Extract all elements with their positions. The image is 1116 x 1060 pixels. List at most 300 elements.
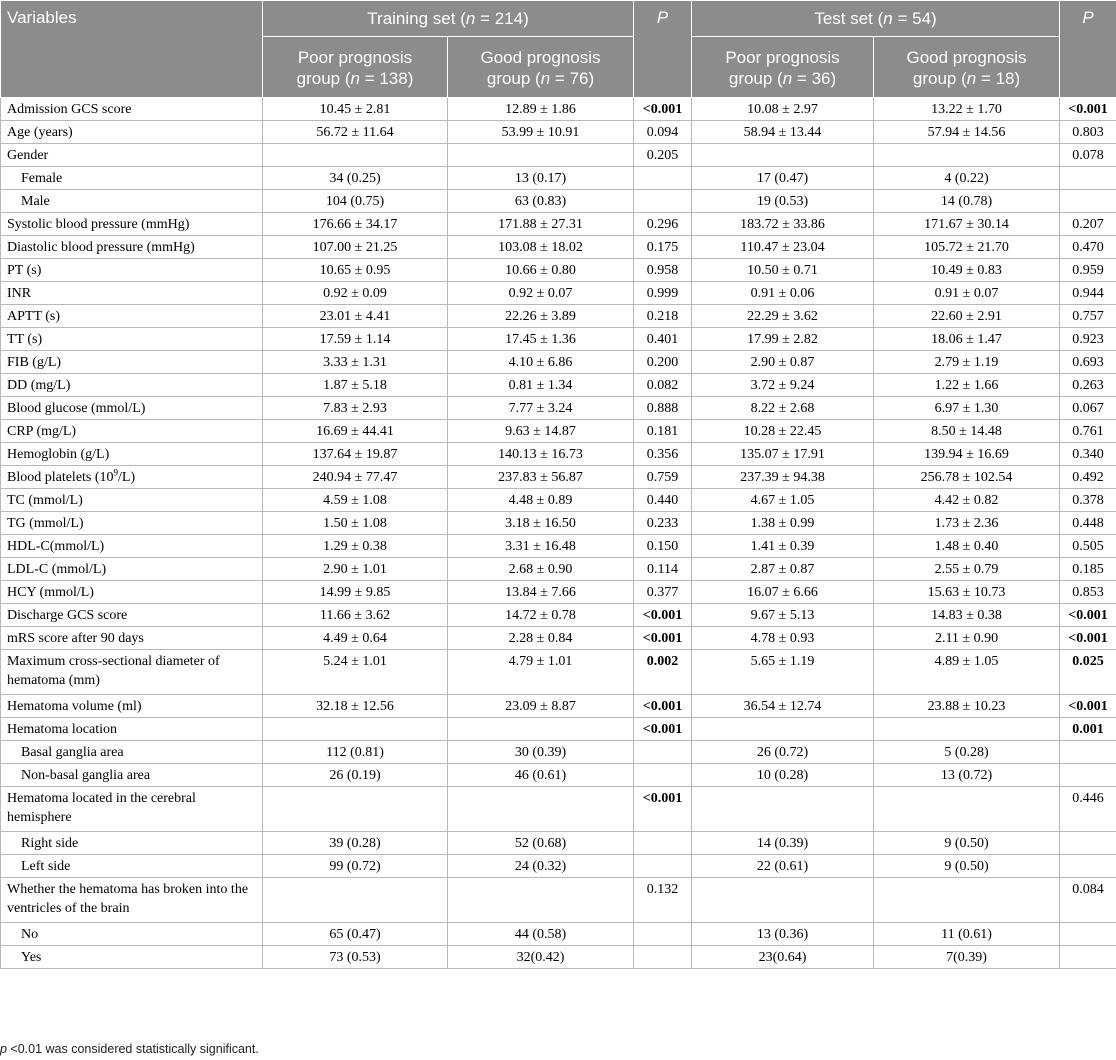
train-p-value: <0.001 bbox=[634, 604, 692, 627]
row-variable: Discharge GCS score bbox=[1, 604, 263, 627]
table-row bbox=[1, 946, 1116, 969]
test-poor-value: 16.07 ± 6.66 bbox=[692, 581, 874, 604]
table-row bbox=[1, 695, 1116, 718]
train-poor-value bbox=[263, 878, 448, 923]
train-poor-value: 137.64 ± 19.87 bbox=[263, 443, 448, 466]
test-p-value bbox=[1060, 946, 1116, 969]
train-poor-value: 56.72 ± 11.64 bbox=[263, 121, 448, 144]
train-good-line2a: group ( bbox=[486, 69, 541, 88]
train-p-value: 0.205 bbox=[634, 144, 692, 167]
test-good-value: 1.22 ± 1.66 bbox=[874, 374, 1060, 397]
train-good-value: 4.48 ± 0.89 bbox=[448, 489, 634, 512]
test-poor-value: 14 (0.39) bbox=[692, 832, 874, 855]
row-variable: Diastolic blood pressure (mmHg) bbox=[1, 236, 263, 259]
row-variable: Admission GCS score bbox=[1, 98, 263, 121]
test-poor-value bbox=[692, 787, 874, 832]
footnote-text: <0.01 was considered statistically significant. bbox=[6, 1042, 259, 1056]
test-good-value: 2.11 ± 0.90 bbox=[874, 627, 1060, 650]
train-poor-value: 11.66 ± 3.62 bbox=[263, 604, 448, 627]
test-p-value: 0.067 bbox=[1060, 397, 1116, 420]
table-row bbox=[1, 397, 1116, 420]
train-poor-value: 107.00 ± 21.25 bbox=[263, 236, 448, 259]
test-poor-value: 58.94 ± 13.44 bbox=[692, 121, 874, 144]
row-variable: Hematoma volume (ml) bbox=[1, 695, 263, 718]
test-good-value: 18.06 ± 1.47 bbox=[874, 328, 1060, 351]
train-poor-value: 32.18 ± 12.56 bbox=[263, 695, 448, 718]
table-body bbox=[1, 98, 1116, 969]
platelets-unit: /L) bbox=[118, 469, 136, 485]
train-good-value: 2.68 ± 0.90 bbox=[448, 558, 634, 581]
table-row bbox=[1, 718, 1116, 741]
train-good-value: 52 (0.68) bbox=[448, 832, 634, 855]
train-p-value bbox=[634, 167, 692, 190]
test-p-value: 0.207 bbox=[1060, 213, 1116, 236]
test-good-value: 13 (0.72) bbox=[874, 764, 1060, 787]
train-good-value bbox=[448, 144, 634, 167]
test-p-value bbox=[1060, 764, 1116, 787]
test-p-value: 0.340 bbox=[1060, 443, 1116, 466]
test-p-value: 0.446 bbox=[1060, 787, 1116, 832]
table-row bbox=[1, 558, 1116, 581]
test-poor-value: 22.29 ± 3.62 bbox=[692, 305, 874, 328]
table-header bbox=[1, 1, 1116, 98]
table-row bbox=[1, 305, 1116, 328]
row-variable: Right side bbox=[1, 832, 263, 855]
train-good-value: 44 (0.58) bbox=[448, 923, 634, 946]
train-poor-value: 99 (0.72) bbox=[263, 855, 448, 878]
train-poor-value: 240.94 ± 77.47 bbox=[263, 466, 448, 489]
row-variable: DD (mg/L) bbox=[1, 374, 263, 397]
test-good-value: 9 (0.50) bbox=[874, 855, 1060, 878]
train-good-value: 63 (0.83) bbox=[448, 190, 634, 213]
train-good-value: 7.77 ± 3.24 bbox=[448, 397, 634, 420]
test-p-value: 0.263 bbox=[1060, 374, 1116, 397]
test-good-value bbox=[874, 878, 1060, 923]
row-variable: HDL-C(mmol/L) bbox=[1, 535, 263, 558]
test-good-value: 9 (0.50) bbox=[874, 832, 1060, 855]
test-poor-value: 10.28 ± 22.45 bbox=[692, 420, 874, 443]
row-variable: Male bbox=[1, 190, 263, 213]
train-poor-line2a: group ( bbox=[296, 69, 351, 88]
train-poor-value: 14.99 ± 9.85 bbox=[263, 581, 448, 604]
test-p-value: 0.492 bbox=[1060, 466, 1116, 489]
table-row bbox=[1, 627, 1116, 650]
test-p-value bbox=[1060, 923, 1116, 946]
test-p-value bbox=[1060, 167, 1116, 190]
test-good-value: 105.72 ± 21.70 bbox=[874, 236, 1060, 259]
train-poor-value: 1.87 ± 5.18 bbox=[263, 374, 448, 397]
train-poor-value bbox=[263, 718, 448, 741]
test-p-value: 0.378 bbox=[1060, 489, 1116, 512]
table-row bbox=[1, 259, 1116, 282]
test-good-value: 4 (0.22) bbox=[874, 167, 1060, 190]
train-p-value bbox=[634, 855, 692, 878]
test-good-line1: Good prognosis bbox=[906, 48, 1027, 67]
row-variable: No bbox=[1, 923, 263, 946]
train-poor-value: 1.29 ± 0.38 bbox=[263, 535, 448, 558]
train-p-value: <0.001 bbox=[634, 718, 692, 741]
train-poor-value: 10.45 ± 2.81 bbox=[263, 98, 448, 121]
train-good-value: 0.92 ± 0.07 bbox=[448, 282, 634, 305]
test-poor-value: 135.07 ± 17.91 bbox=[692, 443, 874, 466]
test-p-value: 0.693 bbox=[1060, 351, 1116, 374]
test-good-value: 8.50 ± 14.48 bbox=[874, 420, 1060, 443]
train-poor-value: 10.65 ± 0.95 bbox=[263, 259, 448, 282]
train-p-value: 0.401 bbox=[634, 328, 692, 351]
train-poor-value: 104 (0.75) bbox=[263, 190, 448, 213]
test-poor-value: 237.39 ± 94.38 bbox=[692, 466, 874, 489]
training-n-value: = 214) bbox=[475, 8, 529, 28]
row-variable: Non-basal ganglia area bbox=[1, 764, 263, 787]
test-n-value: = 54) bbox=[892, 8, 937, 28]
row-variable: INR bbox=[1, 282, 263, 305]
test-poor-value: 1.38 ± 0.99 bbox=[692, 512, 874, 535]
train-poor-value: 0.92 ± 0.09 bbox=[263, 282, 448, 305]
table-row bbox=[1, 213, 1116, 236]
test-poor-value bbox=[692, 144, 874, 167]
test-good-line2a: group ( bbox=[912, 69, 967, 88]
train-poor-value: 73 (0.53) bbox=[263, 946, 448, 969]
test-p-value bbox=[1060, 855, 1116, 878]
train-poor-value: 7.83 ± 2.93 bbox=[263, 397, 448, 420]
table-row bbox=[1, 420, 1116, 443]
row-variable: Gender bbox=[1, 144, 263, 167]
train-good-value: 0.81 ± 1.34 bbox=[448, 374, 634, 397]
test-good-value bbox=[874, 787, 1060, 832]
table-row bbox=[1, 581, 1116, 604]
train-p-value: 0.082 bbox=[634, 374, 692, 397]
test-p-value: 0.025 bbox=[1060, 650, 1116, 695]
test-poor-value: 1.41 ± 0.39 bbox=[692, 535, 874, 558]
test-good-value: 0.91 ± 0.07 bbox=[874, 282, 1060, 305]
footnote-p-symbol: p bbox=[0, 1042, 7, 1056]
test-poor-value: 183.72 ± 33.86 bbox=[692, 213, 874, 236]
table-row bbox=[1, 741, 1116, 764]
train-good-value: 2.28 ± 0.84 bbox=[448, 627, 634, 650]
table-row bbox=[1, 787, 1116, 832]
row-variable: Hemoglobin (g/L) bbox=[1, 443, 263, 466]
train-p-value: 0.150 bbox=[634, 535, 692, 558]
test-p-value: 0.757 bbox=[1060, 305, 1116, 328]
row-variable: Left side bbox=[1, 855, 263, 878]
row-variable: mRS score after 90 days bbox=[1, 627, 263, 650]
table-row bbox=[1, 535, 1116, 558]
header-test-good bbox=[874, 37, 1060, 98]
row-variable: APTT (s) bbox=[1, 305, 263, 328]
test-p-value bbox=[1060, 190, 1116, 213]
test-poor-value: 2.87 ± 0.87 bbox=[692, 558, 874, 581]
train-good-value: 13 (0.17) bbox=[448, 167, 634, 190]
row-variable: Basal ganglia area bbox=[1, 741, 263, 764]
train-poor-value: 17.59 ± 1.14 bbox=[263, 328, 448, 351]
train-good-value: 24 (0.32) bbox=[448, 855, 634, 878]
table-row bbox=[1, 923, 1116, 946]
table-row bbox=[1, 282, 1116, 305]
train-good-value: 23.09 ± 8.87 bbox=[448, 695, 634, 718]
test-p-value: 0.505 bbox=[1060, 535, 1116, 558]
table-row bbox=[1, 832, 1116, 855]
table-row bbox=[1, 443, 1116, 466]
header-test-set bbox=[692, 1, 1060, 37]
training-set-label: Training set ( bbox=[367, 8, 466, 28]
table-row bbox=[1, 167, 1116, 190]
train-good-value: 140.13 ± 16.73 bbox=[448, 443, 634, 466]
test-p-value: <0.001 bbox=[1060, 604, 1116, 627]
table-row bbox=[1, 190, 1116, 213]
train-good-value: 171.88 ± 27.31 bbox=[448, 213, 634, 236]
train-good-value: 3.18 ± 16.50 bbox=[448, 512, 634, 535]
row-variable: LDL-C (mmol/L) bbox=[1, 558, 263, 581]
train-poor-value bbox=[263, 787, 448, 832]
train-good-value: 22.26 ± 3.89 bbox=[448, 305, 634, 328]
training-n-symbol: n bbox=[465, 8, 476, 28]
test-poor-value: 36.54 ± 12.74 bbox=[692, 695, 874, 718]
table-row bbox=[1, 351, 1116, 374]
test-good-value: 256.78 ± 102.54 bbox=[874, 466, 1060, 489]
test-poor-value: 8.22 ± 2.68 bbox=[692, 397, 874, 420]
train-poor-value: 4.59 ± 1.08 bbox=[263, 489, 448, 512]
table-row bbox=[1, 374, 1116, 397]
train-p-value: 0.181 bbox=[634, 420, 692, 443]
table-row bbox=[1, 466, 1116, 489]
train-poor-value: 4.49 ± 0.64 bbox=[263, 627, 448, 650]
train-p-value: 0.094 bbox=[634, 121, 692, 144]
test-poor-line2a: group ( bbox=[728, 69, 783, 88]
header-p-training: P bbox=[634, 1, 692, 98]
table-row bbox=[1, 764, 1116, 787]
row-variable: Whether the hematoma has broken into the ventricles of the brain bbox=[1, 878, 263, 923]
train-good-value: 237.83 ± 56.87 bbox=[448, 466, 634, 489]
train-p-value: <0.001 bbox=[634, 98, 692, 121]
train-good-value: 30 (0.39) bbox=[448, 741, 634, 764]
train-good-value bbox=[448, 878, 634, 923]
train-poor-value: 176.66 ± 34.17 bbox=[263, 213, 448, 236]
train-p-value: 0.233 bbox=[634, 512, 692, 535]
row-variable: TC (mmol/L) bbox=[1, 489, 263, 512]
test-set-label: Test set ( bbox=[814, 8, 884, 28]
train-good-value bbox=[448, 718, 634, 741]
train-poor-line2b: = 138) bbox=[359, 69, 414, 88]
test-good-value: 171.67 ± 30.14 bbox=[874, 213, 1060, 236]
train-good-value: 53.99 ± 10.91 bbox=[448, 121, 634, 144]
train-poor-n: n bbox=[350, 69, 360, 88]
test-poor-line2b: = 36) bbox=[792, 69, 837, 88]
row-variable: Blood glucose (mmol/L) bbox=[1, 397, 263, 420]
test-poor-value: 10 (0.28) bbox=[692, 764, 874, 787]
test-good-value: 5 (0.28) bbox=[874, 741, 1060, 764]
test-n-symbol: n bbox=[883, 8, 893, 28]
header-train-good bbox=[448, 37, 634, 98]
test-poor-value: 22 (0.61) bbox=[692, 855, 874, 878]
test-poor-value bbox=[692, 718, 874, 741]
test-good-value: 57.94 ± 14.56 bbox=[874, 121, 1060, 144]
train-poor-value: 5.24 ± 1.01 bbox=[263, 650, 448, 695]
table-row bbox=[1, 489, 1116, 512]
train-p-value bbox=[634, 190, 692, 213]
test-p-value: 0.185 bbox=[1060, 558, 1116, 581]
test-good-value: 4.42 ± 0.82 bbox=[874, 489, 1060, 512]
train-good-value: 4.10 ± 6.86 bbox=[448, 351, 634, 374]
train-good-value bbox=[448, 787, 634, 832]
train-good-value: 17.45 ± 1.36 bbox=[448, 328, 634, 351]
train-p-value bbox=[634, 764, 692, 787]
train-poor-value: 1.50 ± 1.08 bbox=[263, 512, 448, 535]
header-p-test: P bbox=[1060, 1, 1116, 98]
test-good-value bbox=[874, 144, 1060, 167]
test-good-value: 1.48 ± 0.40 bbox=[874, 535, 1060, 558]
train-p-value: 0.132 bbox=[634, 878, 692, 923]
test-p-value: 0.923 bbox=[1060, 328, 1116, 351]
test-poor-value: 17 (0.47) bbox=[692, 167, 874, 190]
train-p-value: 0.759 bbox=[634, 466, 692, 489]
train-poor-value: 112 (0.81) bbox=[263, 741, 448, 764]
train-good-n: n bbox=[540, 69, 551, 88]
train-good-value: 32(0.42) bbox=[448, 946, 634, 969]
test-good-value: 2.79 ± 1.19 bbox=[874, 351, 1060, 374]
row-variable bbox=[1, 466, 263, 489]
table-row bbox=[1, 855, 1116, 878]
train-good-line2b: = 76) bbox=[550, 69, 595, 88]
train-p-value: 0.958 bbox=[634, 259, 692, 282]
test-poor-value: 4.67 ± 1.05 bbox=[692, 489, 874, 512]
test-good-value: 10.49 ± 0.83 bbox=[874, 259, 1060, 282]
test-good-n: n bbox=[966, 69, 977, 88]
table-footnote bbox=[0, 1042, 259, 1056]
train-good-value: 13.84 ± 7.66 bbox=[448, 581, 634, 604]
train-p-value: 0.999 bbox=[634, 282, 692, 305]
test-good-value: 13.22 ± 1.70 bbox=[874, 98, 1060, 121]
train-poor-value: 34 (0.25) bbox=[263, 167, 448, 190]
test-p-value: 0.470 bbox=[1060, 236, 1116, 259]
train-p-value: 0.356 bbox=[634, 443, 692, 466]
train-p-value: <0.001 bbox=[634, 787, 692, 832]
test-good-value: 6.97 ± 1.30 bbox=[874, 397, 1060, 420]
train-good-value: 3.31 ± 16.48 bbox=[448, 535, 634, 558]
test-poor-value: 26 (0.72) bbox=[692, 741, 874, 764]
train-good-value: 103.08 ± 18.02 bbox=[448, 236, 634, 259]
test-good-line2b: = 18) bbox=[976, 69, 1021, 88]
train-poor-value: 65 (0.47) bbox=[263, 923, 448, 946]
test-poor-value: 4.78 ± 0.93 bbox=[692, 627, 874, 650]
row-variable: Hematoma located in the cerebral hemisphere bbox=[1, 787, 263, 832]
test-p-value: 0.761 bbox=[1060, 420, 1116, 443]
test-p-value: 0.944 bbox=[1060, 282, 1116, 305]
test-good-value: 4.89 ± 1.05 bbox=[874, 650, 1060, 695]
test-poor-value: 10.50 ± 0.71 bbox=[692, 259, 874, 282]
train-p-value: 0.888 bbox=[634, 397, 692, 420]
test-p-value: <0.001 bbox=[1060, 98, 1116, 121]
train-p-value: 0.002 bbox=[634, 650, 692, 695]
train-poor-value: 3.33 ± 1.31 bbox=[263, 351, 448, 374]
train-p-value: 0.114 bbox=[634, 558, 692, 581]
test-good-value: 23.88 ± 10.23 bbox=[874, 695, 1060, 718]
test-good-value: 14.83 ± 0.38 bbox=[874, 604, 1060, 627]
row-variable: FIB (g/L) bbox=[1, 351, 263, 374]
table-row bbox=[1, 650, 1116, 695]
train-good-value: 9.63 ± 14.87 bbox=[448, 420, 634, 443]
test-good-value: 1.73 ± 2.36 bbox=[874, 512, 1060, 535]
train-p-value bbox=[634, 946, 692, 969]
test-p-value bbox=[1060, 741, 1116, 764]
test-p-value: 0.959 bbox=[1060, 259, 1116, 282]
test-p-value: 0.084 bbox=[1060, 878, 1116, 923]
train-good-value: 12.89 ± 1.86 bbox=[448, 98, 634, 121]
test-p-value: 0.448 bbox=[1060, 512, 1116, 535]
row-variable: Female bbox=[1, 167, 263, 190]
table-row bbox=[1, 328, 1116, 351]
header-test-poor bbox=[692, 37, 874, 98]
test-p-value: 0.853 bbox=[1060, 581, 1116, 604]
test-good-value: 14 (0.78) bbox=[874, 190, 1060, 213]
row-variable: Hematoma location bbox=[1, 718, 263, 741]
table-row bbox=[1, 98, 1116, 121]
test-good-value: 22.60 ± 2.91 bbox=[874, 305, 1060, 328]
train-p-value: 0.175 bbox=[634, 236, 692, 259]
row-variable: TT (s) bbox=[1, 328, 263, 351]
train-good-value: 46 (0.61) bbox=[448, 764, 634, 787]
row-variable: Age (years) bbox=[1, 121, 263, 144]
test-poor-line1: Poor prognosis bbox=[725, 48, 840, 67]
table-row bbox=[1, 604, 1116, 627]
header-training-set bbox=[263, 1, 634, 37]
header-train-poor bbox=[263, 37, 448, 98]
train-p-value bbox=[634, 741, 692, 764]
row-variable: PT (s) bbox=[1, 259, 263, 282]
test-good-value: 7(0.39) bbox=[874, 946, 1060, 969]
test-poor-value: 0.91 ± 0.06 bbox=[692, 282, 874, 305]
test-poor-n: n bbox=[782, 69, 793, 88]
train-poor-value: 2.90 ± 1.01 bbox=[263, 558, 448, 581]
table-row bbox=[1, 512, 1116, 535]
train-p-value: 0.377 bbox=[634, 581, 692, 604]
test-poor-value: 19 (0.53) bbox=[692, 190, 874, 213]
train-poor-value bbox=[263, 144, 448, 167]
train-poor-value: 23.01 ± 4.41 bbox=[263, 305, 448, 328]
train-p-value: 0.218 bbox=[634, 305, 692, 328]
train-poor-value: 26 (0.19) bbox=[263, 764, 448, 787]
train-p-value bbox=[634, 832, 692, 855]
row-variable: TG (mmol/L) bbox=[1, 512, 263, 535]
train-good-value: 10.66 ± 0.80 bbox=[448, 259, 634, 282]
row-variable: CRP (mg/L) bbox=[1, 420, 263, 443]
test-p-value: 0.803 bbox=[1060, 121, 1116, 144]
table-row bbox=[1, 144, 1116, 167]
train-poor-value: 39 (0.28) bbox=[263, 832, 448, 855]
platelets-label: Blood platelets (10 bbox=[7, 469, 114, 485]
row-variable: Yes bbox=[1, 946, 263, 969]
test-good-value bbox=[874, 718, 1060, 741]
train-poor-value: 16.69 ± 44.41 bbox=[263, 420, 448, 443]
table-row bbox=[1, 878, 1116, 923]
train-p-value: 0.440 bbox=[634, 489, 692, 512]
train-good-line1: Good prognosis bbox=[480, 48, 601, 67]
test-poor-value: 2.90 ± 0.87 bbox=[692, 351, 874, 374]
row-variable: Maximum cross-sectional diameter of hematoma (mm) bbox=[1, 650, 263, 695]
test-poor-value: 10.08 ± 2.97 bbox=[692, 98, 874, 121]
test-poor-value: 17.99 ± 2.82 bbox=[692, 328, 874, 351]
train-good-value: 14.72 ± 0.78 bbox=[448, 604, 634, 627]
header-variables: Variables bbox=[1, 1, 263, 98]
test-poor-value: 110.47 ± 23.04 bbox=[692, 236, 874, 259]
test-p-value bbox=[1060, 832, 1116, 855]
row-variable: HCY (mmol/L) bbox=[1, 581, 263, 604]
train-p-value: <0.001 bbox=[634, 695, 692, 718]
test-poor-value: 23(0.64) bbox=[692, 946, 874, 969]
train-p-value: 0.200 bbox=[634, 351, 692, 374]
test-good-value: 2.55 ± 0.79 bbox=[874, 558, 1060, 581]
row-variable: Systolic blood pressure (mmHg) bbox=[1, 213, 263, 236]
train-p-value: 0.296 bbox=[634, 213, 692, 236]
